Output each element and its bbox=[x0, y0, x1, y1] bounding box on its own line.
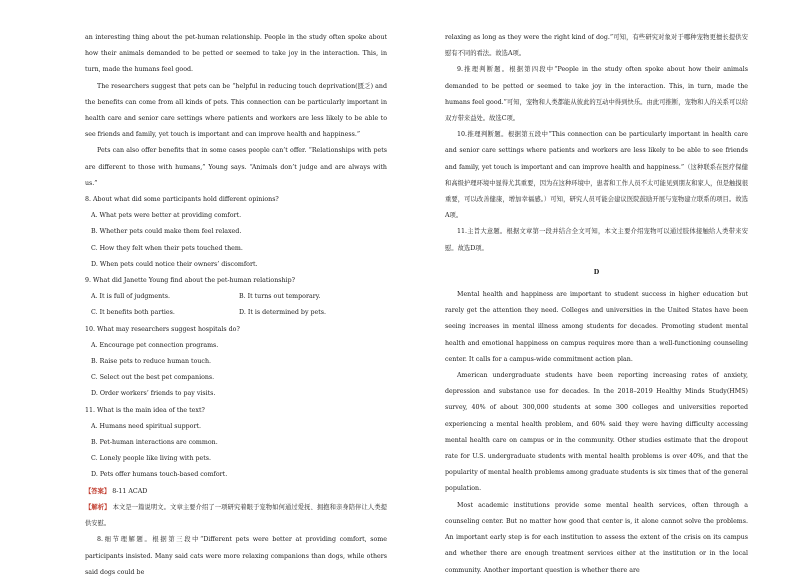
passage-d-paragraph: American undergraduate students have been reporting increasing rates of anxiety, depression and substance use for decades. In the 2018–2019 Healthy Minds Study(HMS) survey, 40% of about 300,000 students at some 300 colleges and universities reported experiencing a mental health problem, and 60% said they were having difficulty accessing mental health care on campus or in the community. Other studies estimate that the dropout rate for U.S. undergraduate students with mental health problems is over 40%, and that the popularity of mental health problems among graduate students is six times that of the general population. bbox=[445, 372, 748, 493]
passage-d-paragraph: Mental health and happiness are important to student success in higher education but rarely get the attention they need. Colleges and universities in the United States have been seeing increases in mental illness among students for decades. Promoting student mental health and emotional happiness on campus requires more than a well-functioning counseling center. It calls for a campus-wide commitment action plan. bbox=[445, 291, 748, 363]
answer-value: 8-11 ACAD bbox=[112, 487, 148, 495]
passage-paragraph: The researchers suggest that pets can be “helpful in reducing touch deprivation(匮乏) and the benefits can come from all kinds of pets. This connection can be particularly important in health care and senior care settings where patients and workers are less likely to be able to see friends and family, yet touch is important and can improve health and happiness.” bbox=[85, 82, 387, 139]
question-11-option-c: C. Lonely people like living with pets. bbox=[91, 455, 212, 463]
answer-label: 【答案】 bbox=[85, 487, 111, 495]
question-8-option-b: B. Whether pets could make them feel relaxed. bbox=[91, 228, 242, 236]
analysis-line bbox=[85, 500, 387, 532]
explanation-9: 9.推理判断题。根据第四段中“People in the study often spoke about how their animals demanded to be petted or seemed to take joy in the interaction. This, in turn, made the humans feel good.”可知，宠物和人类都能从彼此的互动中得到快乐。由此可推断，宠物和人的关系可以给双方带来益处。故选C项。 bbox=[445, 66, 748, 123]
passage-d-paragraph: Most academic institutions provide some mental health services, often through a counseling center. But no matter how good that center is, it alone cannot solve the problems. An important early step is for each institution to assess the extent of the crisis on its campus and whether there are enough treatment services either at the institution or in the local community. Another important question is whether there are bbox=[445, 501, 748, 574]
question-8-option-a: A. What pets were better at providing comfort. bbox=[91, 212, 242, 220]
question-11-option-b: B. Pet-human interactions are common. bbox=[91, 439, 218, 447]
question-9-options-row1 bbox=[85, 289, 387, 305]
question-9-option-a: A. It is full of judgments. bbox=[91, 293, 170, 301]
question-9-options-row2 bbox=[85, 305, 387, 321]
left-column bbox=[85, 30, 387, 581]
passage-paragraph: Pets can also offer benefits that in some cases people can’t offer. “Relationships with pets are different to those with humans,” Young says. “Animals don’t judge and are always with us.” bbox=[85, 147, 387, 187]
question-10-option-b: B. Raise pets to reduce human touch. bbox=[91, 358, 212, 366]
question-8-option-c: C. How they felt when their pets touched them. bbox=[91, 244, 243, 252]
question-9-option-d: D. It is determined by pets. bbox=[239, 309, 327, 317]
question-9-option-b: B. It turns out temporary. bbox=[239, 293, 321, 301]
question-9-stem: 9. What did Janette Young find about the pet-human relationship? bbox=[85, 277, 295, 285]
question-9-option-c: C. It benefits both parties. bbox=[91, 309, 175, 317]
analysis-text: 本文是一篇说明文。文章主要介绍了一项研究着眼于宠物如何通过爱抚、拥抱和亲身陪伴让人类提供安慰。 bbox=[85, 503, 387, 528]
analysis-label: 【解析】 bbox=[85, 503, 111, 511]
question-10-option-a: A. Encourage pet connection programs. bbox=[91, 341, 219, 349]
question-10-stem: 10. What may researchers suggest hospitals do? bbox=[85, 325, 240, 333]
question-11-option-d: D. Pets offer humans touch-based comfort. bbox=[91, 471, 228, 479]
explanation-8-continued: relaxing as long as they were the right kind of dog.”可知，有些研究对象对于哪种宠物更擅长提供安慰有不同的看法。故选A项。 bbox=[445, 34, 748, 58]
question-11-stem: 11. What is the main idea of the text? bbox=[85, 406, 205, 414]
question-8-stem: 8. About what did some participants hold different opinions? bbox=[85, 196, 279, 204]
right-column bbox=[445, 30, 748, 579]
explanation-10: 10.推理判断题。根据第五段中“This connection can be particularly important in health care and senior care settings where patients and workers are less likely to be able to see friends and family, yet touch is important and can improve health and happiness.”（这种联系在医疗保健和高级护理环境中显得尤其重要，因为在这种环境中，患者和工作人员不太可能见到朋友和家人，但是触摸很重要，可以改善健康，增加幸福感。）可知，研究人员可能会建议医院鼓励开展与宠物建立联系的项目。故选A项。 bbox=[445, 131, 748, 220]
question-11-option-a: A. Humans need spiritual support. bbox=[91, 422, 201, 430]
question-10-option-d: D. Order workers’ friends to pay visits. bbox=[91, 390, 216, 398]
answer-line bbox=[85, 484, 387, 500]
section-heading-d: D bbox=[593, 268, 600, 276]
passage-paragraph: an interesting thing about the pet-human relationship. People in the study often spoke about how their animals demanded to be petted or seemed to take joy in the interaction. This, in turn, made the humans feel good. bbox=[85, 34, 387, 74]
question-8-option-d: D. When pets could notice their owners’ discomfort. bbox=[91, 260, 258, 268]
question-10-option-c: C. Select out the best pet companions. bbox=[91, 374, 215, 382]
explanation-8: 8.细节理解题。根据第三段中“Different pets were better at providing comfort, some participants insisted. Many said cats were more relaxing companions than dogs, while others said dogs could be bbox=[85, 536, 387, 576]
explanation-11: 11.主旨大意题。根据文章第一段并结合全文可知，本文主要介绍宠物可以通过肢体接触给人类带来安慰。故选D项。 bbox=[445, 228, 748, 252]
